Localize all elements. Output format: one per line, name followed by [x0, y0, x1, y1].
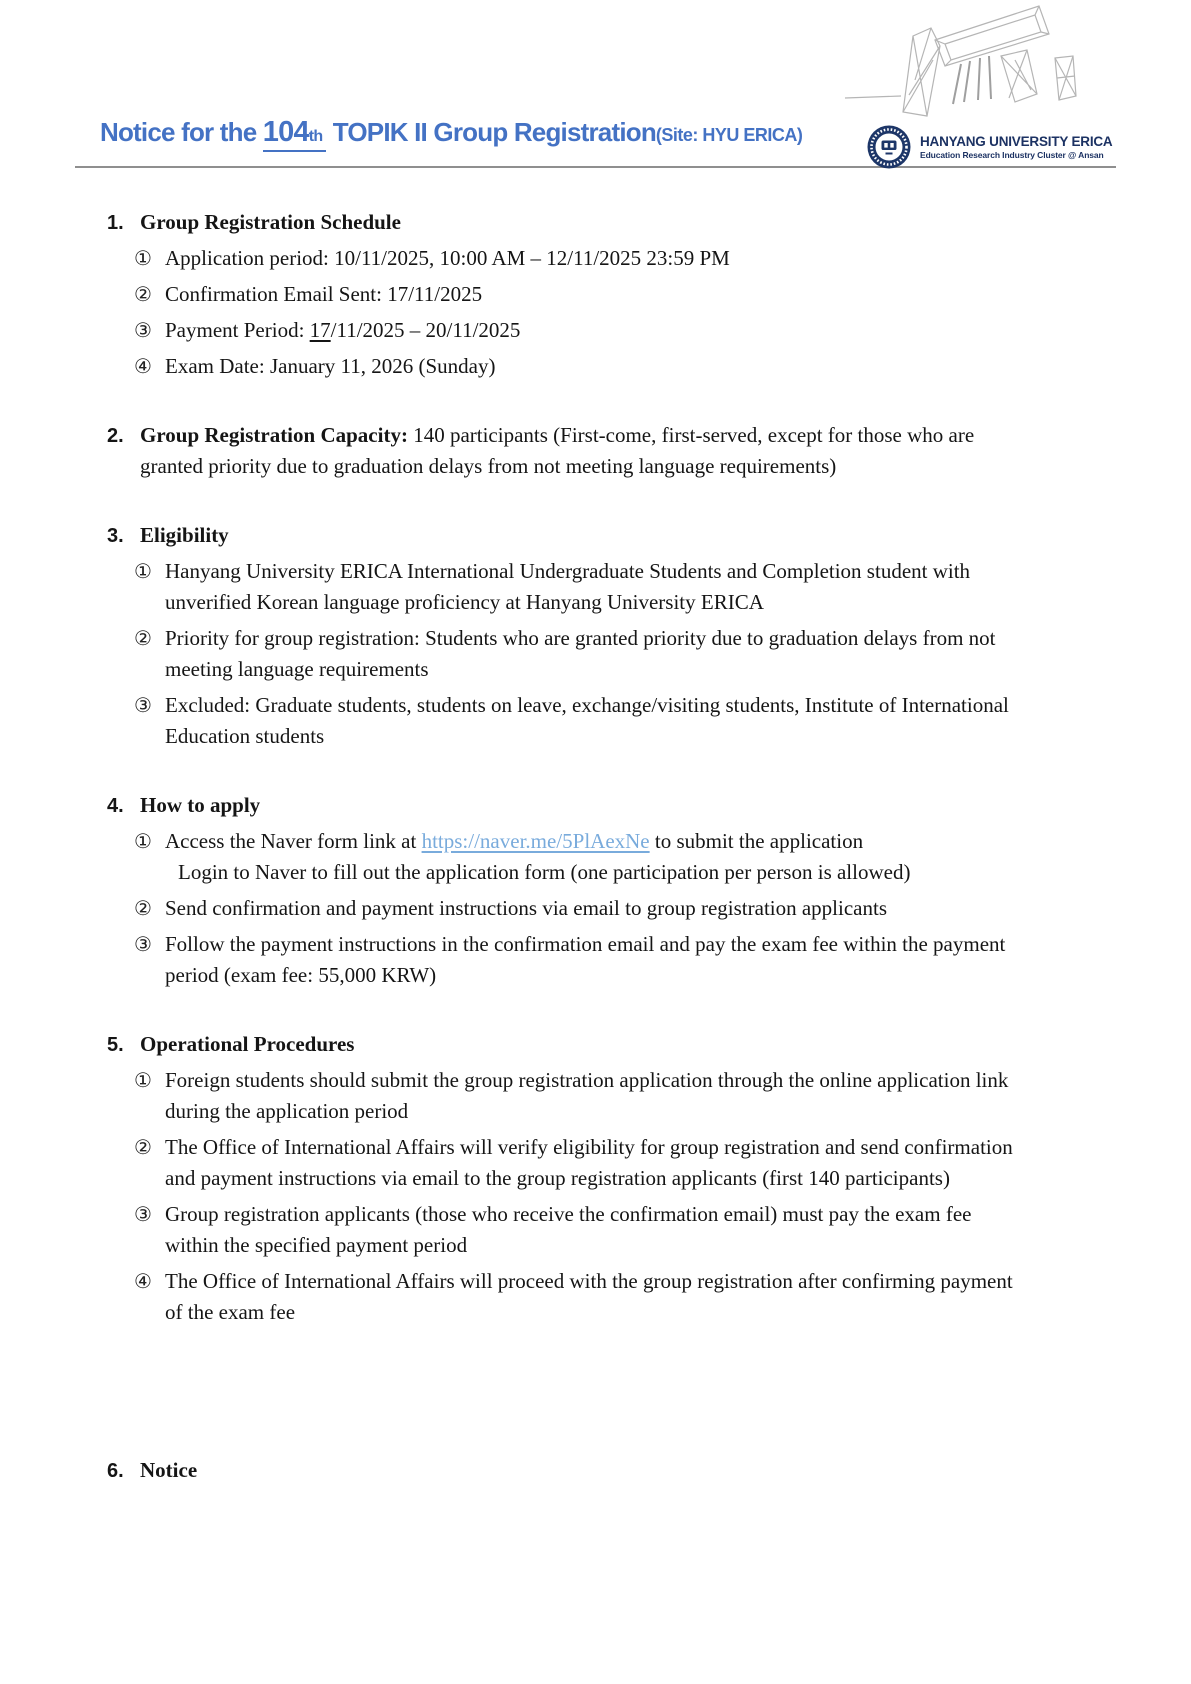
list-item-text	[165, 1266, 1020, 1328]
text-run: /11/2025 – 20/11/2025	[330, 318, 521, 342]
section	[107, 520, 1116, 752]
section-number: 1.	[107, 212, 124, 234]
text-run: Confirmation Email Sent: 17/11/2025	[165, 282, 483, 306]
circled-number-marker: ①	[134, 559, 152, 583]
section-title	[140, 790, 260, 821]
circled-number-marker: ③	[134, 318, 152, 342]
section-heading	[107, 207, 1116, 238]
circled-number-marker: ①	[134, 246, 152, 270]
section-heading	[107, 520, 1116, 551]
section-title	[140, 520, 229, 551]
list-item-text	[165, 1199, 1020, 1261]
text-run: Foreign students should submit the group registration application through the online application link during the application period	[165, 1068, 1009, 1123]
list-item-text	[165, 351, 495, 382]
circled-number-marker: ①	[134, 1068, 152, 1092]
section-heading	[107, 1029, 1116, 1060]
section-title-bold: How to apply	[140, 793, 261, 817]
list-item	[134, 893, 1116, 924]
list-item	[134, 279, 1116, 310]
text-run: Excluded: Graduate students, students on leave, exchange/visiting students, Institute of International Education students	[165, 693, 1009, 748]
section-item-list	[134, 243, 1116, 382]
circled-number-marker: ③	[134, 932, 152, 956]
section-title	[140, 207, 401, 238]
list-item-text	[165, 279, 482, 310]
list-item-text	[165, 690, 1020, 752]
section	[107, 207, 1116, 382]
list-item	[134, 351, 1116, 382]
section-item-list	[134, 826, 1116, 991]
section	[107, 790, 1116, 991]
list-item-text	[165, 826, 910, 888]
section-title-text: 140 participants (First-come, first-served, except for those who are granted priority due to graduation delays from not meeting language requirements)	[140, 423, 975, 478]
list-item-text	[165, 893, 887, 924]
list-item-text	[165, 1132, 1020, 1194]
section-title	[140, 420, 1000, 482]
title-site: (Site: HYU ERICA)	[655, 125, 803, 145]
list-item-text	[165, 315, 520, 346]
list-item-text	[165, 623, 1020, 685]
section-item-list	[134, 1065, 1116, 1328]
list-item	[134, 929, 1116, 991]
circled-number-marker: ②	[134, 282, 152, 306]
text-run: Application period: 10/11/2025, 10:00 AM – 12/11/2025 23:59 PM	[165, 246, 730, 270]
section-number: 5.	[107, 1034, 124, 1056]
circled-number-marker: ③	[134, 693, 152, 717]
section-title	[140, 1455, 197, 1486]
section-number: 3.	[107, 525, 124, 547]
list-item	[134, 1266, 1116, 1328]
university-tagline: Education Research Industry Cluster @ Ansan	[920, 150, 1104, 160]
list-item-text	[165, 243, 730, 274]
list-item	[134, 690, 1116, 752]
list-item-text	[165, 556, 1020, 618]
list-item	[134, 315, 1116, 346]
list-item	[134, 1065, 1116, 1127]
list-item-text	[165, 929, 1020, 991]
page-title	[100, 116, 802, 149]
list-item	[134, 826, 1116, 888]
list-item	[134, 623, 1116, 685]
section	[107, 1455, 1116, 1486]
underlined-text: 17	[309, 318, 331, 342]
section	[107, 420, 1116, 482]
text-run: Send confirmation and payment instructions via email to group registration applicants	[165, 896, 887, 920]
text-run: The Office of International Affairs will proceed with the group registration after confirming payment of the exam fee	[165, 1269, 1013, 1324]
university-logo	[866, 124, 1113, 170]
campus-gate-line-art-illustration	[843, 0, 1083, 122]
text-run: Priority for group registration: Students who are granted priority due to graduation delays from not meeting language requirements	[165, 626, 996, 681]
text-run: Hanyang University ERICA International Undergraduate Students and Completion student with unverified Korean language proficiency at Hanyang University ERICA	[165, 559, 971, 614]
circled-number-marker: ④	[134, 354, 152, 378]
section-title-bold: Operational Procedures	[140, 1032, 355, 1056]
section-title-bold: Group Registration Schedule	[140, 210, 401, 234]
text-run: Access the Naver form link at	[165, 829, 422, 853]
section-number: 4.	[107, 795, 124, 817]
section-title	[140, 1029, 354, 1060]
university-name: HANYANG UNIVERSITY ERICA	[920, 134, 1113, 149]
section-heading	[107, 790, 1116, 821]
list-item-text	[165, 1065, 1020, 1127]
section-title-bold: Group Registration Capacity:	[140, 423, 408, 447]
list-item	[134, 556, 1116, 618]
section-heading	[107, 420, 1116, 482]
section-title-bold: Notice	[140, 1458, 198, 1482]
circled-number-marker: ③	[134, 1202, 152, 1226]
text-run: to submit the application	[649, 829, 864, 853]
section	[107, 1029, 1116, 1328]
hanyang-university-seal-icon	[866, 124, 912, 170]
text-run: Group registration applicants (those who receive the confirmation email) must pay the exam fee within the specified payment period	[165, 1202, 972, 1257]
list-item	[134, 1199, 1116, 1261]
document-sections	[0, 168, 1191, 1486]
text-run: Payment Period:	[165, 318, 310, 342]
university-logo-text	[920, 134, 1113, 160]
circled-number-marker: ②	[134, 896, 152, 920]
circled-number-marker: ②	[134, 626, 152, 650]
naver-form-link[interactable]: https://naver.me/5PlAexNe	[421, 829, 650, 853]
section-title-bold: Eligibility	[140, 523, 229, 547]
section-number: 2.	[107, 425, 124, 447]
section-number: 6.	[107, 1460, 124, 1482]
circled-number-marker: ②	[134, 1135, 152, 1159]
circled-number-marker: ①	[134, 829, 152, 853]
list-item	[134, 1132, 1116, 1194]
title-session-number: 104th	[263, 117, 327, 152]
section-item-list	[134, 556, 1116, 752]
text-run: Follow the payment instructions in the confirmation email and pay the exam fee within the payment period (exam fee: 55,000 KRW)	[165, 932, 1006, 987]
text-run: Exam Date: January 11, 2026 (Sunday)	[165, 354, 496, 378]
list-item-subtext: Login to Naver to fill out the application form (one participation per person is allowed)	[178, 860, 911, 884]
list-item	[134, 243, 1116, 274]
title-main: TOPIK II Group Registration	[326, 117, 656, 147]
circled-number-marker: ④	[134, 1269, 152, 1293]
section-heading	[107, 1455, 1116, 1486]
title-prefix: Notice for the	[100, 117, 263, 147]
text-run: The Office of International Affairs will verify eligibility for group registration and send confirmation and payment instructions via email to the group registration applicants (first 140 participants)	[165, 1135, 1013, 1190]
